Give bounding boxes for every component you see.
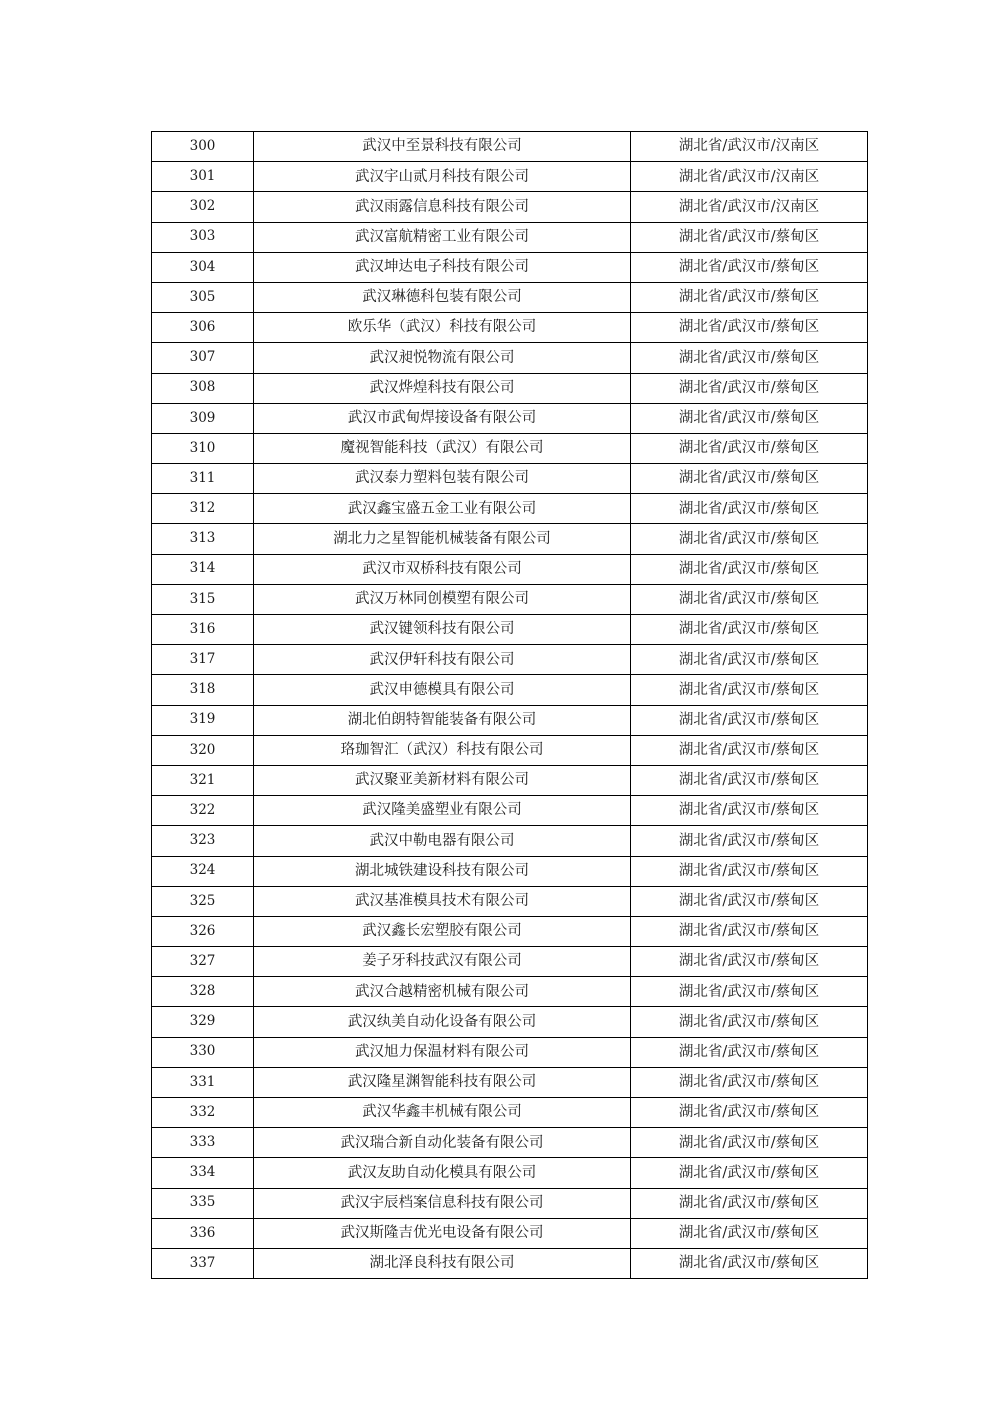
region-cell: 湖北省/武汉市/蔡甸区 bbox=[631, 886, 868, 916]
region-cell: 湖北省/武汉市/蔡甸区 bbox=[631, 1007, 868, 1037]
table-row bbox=[152, 916, 868, 946]
row-number-cell: 337 bbox=[152, 1248, 254, 1278]
table-row bbox=[152, 313, 868, 343]
region-cell: 湖北省/武汉市/汉南区 bbox=[631, 192, 868, 222]
company-name-cell: 武汉斯隆吉优光电设备有限公司 bbox=[254, 1218, 631, 1248]
region-cell: 湖北省/武汉市/蔡甸区 bbox=[631, 494, 868, 524]
table-row bbox=[152, 403, 868, 433]
company-name-cell: 武汉纨美自动化设备有限公司 bbox=[254, 1007, 631, 1037]
row-number-cell: 331 bbox=[152, 1067, 254, 1097]
row-number-cell: 310 bbox=[152, 433, 254, 463]
region-cell: 湖北省/武汉市/蔡甸区 bbox=[631, 796, 868, 826]
region-cell: 湖北省/武汉市/蔡甸区 bbox=[631, 705, 868, 735]
company-name-cell: 武汉中至景科技有限公司 bbox=[254, 132, 631, 162]
table-row bbox=[152, 192, 868, 222]
table-row bbox=[152, 373, 868, 403]
table-row bbox=[152, 1248, 868, 1278]
region-cell: 湖北省/武汉市/汉南区 bbox=[631, 132, 868, 162]
row-number-cell: 312 bbox=[152, 494, 254, 524]
table-row bbox=[152, 222, 868, 252]
region-cell: 湖北省/武汉市/蔡甸区 bbox=[631, 1188, 868, 1218]
company-name-cell: 武汉宇辰档案信息科技有限公司 bbox=[254, 1188, 631, 1218]
company-name-cell: 武汉旭力保温材料有限公司 bbox=[254, 1037, 631, 1067]
table-row bbox=[152, 1007, 868, 1037]
row-number-cell: 318 bbox=[152, 675, 254, 705]
row-number-cell: 308 bbox=[152, 373, 254, 403]
table-row bbox=[152, 1158, 868, 1188]
company-name-cell: 武汉隆美盛塑业有限公司 bbox=[254, 796, 631, 826]
table-row bbox=[152, 524, 868, 554]
table-row bbox=[152, 765, 868, 795]
row-number-cell: 329 bbox=[152, 1007, 254, 1037]
table-row bbox=[152, 1128, 868, 1158]
region-cell: 湖北省/武汉市/蔡甸区 bbox=[631, 1128, 868, 1158]
row-number-cell: 332 bbox=[152, 1098, 254, 1128]
row-number-cell: 336 bbox=[152, 1218, 254, 1248]
table-body bbox=[152, 132, 868, 1279]
table-row bbox=[152, 554, 868, 584]
table-row bbox=[152, 1188, 868, 1218]
row-number-cell: 316 bbox=[152, 615, 254, 645]
table-row bbox=[152, 1037, 868, 1067]
region-cell: 湖北省/武汉市/蔡甸区 bbox=[631, 222, 868, 252]
company-name-cell: 湖北伯朗特智能装备有限公司 bbox=[254, 705, 631, 735]
row-number-cell: 306 bbox=[152, 313, 254, 343]
company-name-cell: 武汉伊轩科技有限公司 bbox=[254, 645, 631, 675]
region-cell: 湖北省/武汉市/蔡甸区 bbox=[631, 856, 868, 886]
row-number-cell: 305 bbox=[152, 282, 254, 312]
company-table bbox=[151, 131, 868, 1279]
row-number-cell: 303 bbox=[152, 222, 254, 252]
table-row bbox=[152, 464, 868, 494]
table-row bbox=[152, 947, 868, 977]
row-number-cell: 301 bbox=[152, 162, 254, 192]
table-row bbox=[152, 675, 868, 705]
row-number-cell: 325 bbox=[152, 886, 254, 916]
region-cell: 湖北省/武汉市/蔡甸区 bbox=[631, 282, 868, 312]
company-name-cell: 武汉雨露信息科技有限公司 bbox=[254, 192, 631, 222]
company-name-cell: 武汉瑞合新自动化装备有限公司 bbox=[254, 1128, 631, 1158]
row-number-cell: 314 bbox=[152, 554, 254, 584]
region-cell: 湖北省/武汉市/蔡甸区 bbox=[631, 735, 868, 765]
region-cell: 湖北省/武汉市/蔡甸区 bbox=[631, 1037, 868, 1067]
company-name-cell: 武汉市武甸焊接设备有限公司 bbox=[254, 403, 631, 433]
region-cell: 湖北省/武汉市/蔡甸区 bbox=[631, 1248, 868, 1278]
row-number-cell: 315 bbox=[152, 584, 254, 614]
table-row bbox=[152, 282, 868, 312]
region-cell: 湖北省/武汉市/汉南区 bbox=[631, 162, 868, 192]
region-cell: 湖北省/武汉市/蔡甸区 bbox=[631, 343, 868, 373]
company-name-cell: 湖北泽良科技有限公司 bbox=[254, 1248, 631, 1278]
company-name-cell: 武汉烨煌科技有限公司 bbox=[254, 373, 631, 403]
row-number-cell: 326 bbox=[152, 916, 254, 946]
table-row bbox=[152, 252, 868, 282]
region-cell: 湖北省/武汉市/蔡甸区 bbox=[631, 645, 868, 675]
region-cell: 湖北省/武汉市/蔡甸区 bbox=[631, 433, 868, 463]
region-cell: 湖北省/武汉市/蔡甸区 bbox=[631, 464, 868, 494]
table-row bbox=[152, 1067, 868, 1097]
table-row bbox=[152, 1218, 868, 1248]
company-name-cell: 武汉申德模具有限公司 bbox=[254, 675, 631, 705]
company-name-cell: 武汉华鑫丰机械有限公司 bbox=[254, 1098, 631, 1128]
company-name-cell: 武汉基准模具技术有限公司 bbox=[254, 886, 631, 916]
region-cell: 湖北省/武汉市/蔡甸区 bbox=[631, 252, 868, 282]
row-number-cell: 307 bbox=[152, 343, 254, 373]
region-cell: 湖北省/武汉市/蔡甸区 bbox=[631, 524, 868, 554]
region-cell: 湖北省/武汉市/蔡甸区 bbox=[631, 313, 868, 343]
row-number-cell: 335 bbox=[152, 1188, 254, 1218]
region-cell: 湖北省/武汉市/蔡甸区 bbox=[631, 554, 868, 584]
region-cell: 湖北省/武汉市/蔡甸区 bbox=[631, 947, 868, 977]
company-name-cell: 武汉宇山贰月科技有限公司 bbox=[254, 162, 631, 192]
row-number-cell: 311 bbox=[152, 464, 254, 494]
table-row bbox=[152, 856, 868, 886]
company-name-cell: 武汉鑫宝盛五金工业有限公司 bbox=[254, 494, 631, 524]
company-name-cell: 武汉泰力塑料包装有限公司 bbox=[254, 464, 631, 494]
row-number-cell: 319 bbox=[152, 705, 254, 735]
table-row bbox=[152, 705, 868, 735]
company-name-cell: 武汉友助自动化模具有限公司 bbox=[254, 1158, 631, 1188]
table-row bbox=[152, 826, 868, 856]
region-cell: 湖北省/武汉市/蔡甸区 bbox=[631, 584, 868, 614]
row-number-cell: 320 bbox=[152, 735, 254, 765]
company-name-cell: 欧乐华（武汉）科技有限公司 bbox=[254, 313, 631, 343]
row-number-cell: 334 bbox=[152, 1158, 254, 1188]
company-name-cell: 武汉键领科技有限公司 bbox=[254, 615, 631, 645]
company-name-cell: 湖北城铁建设科技有限公司 bbox=[254, 856, 631, 886]
region-cell: 湖北省/武汉市/蔡甸区 bbox=[631, 675, 868, 705]
company-name-cell: 武汉坤达电子科技有限公司 bbox=[254, 252, 631, 282]
region-cell: 湖北省/武汉市/蔡甸区 bbox=[631, 615, 868, 645]
row-number-cell: 330 bbox=[152, 1037, 254, 1067]
region-cell: 湖北省/武汉市/蔡甸区 bbox=[631, 977, 868, 1007]
row-number-cell: 328 bbox=[152, 977, 254, 1007]
table-row bbox=[152, 343, 868, 373]
row-number-cell: 300 bbox=[152, 132, 254, 162]
table-row bbox=[152, 645, 868, 675]
company-name-cell: 武汉昶悦物流有限公司 bbox=[254, 343, 631, 373]
table-row bbox=[152, 584, 868, 614]
company-name-cell: 姜子牙科技武汉有限公司 bbox=[254, 947, 631, 977]
company-name-cell: 武汉隆星渊智能科技有限公司 bbox=[254, 1067, 631, 1097]
region-cell: 湖北省/武汉市/蔡甸区 bbox=[631, 765, 868, 795]
table-row bbox=[152, 1098, 868, 1128]
company-name-cell: 武汉市双桥科技有限公司 bbox=[254, 554, 631, 584]
table-row bbox=[152, 162, 868, 192]
company-name-cell: 珞珈智汇（武汉）科技有限公司 bbox=[254, 735, 631, 765]
region-cell: 湖北省/武汉市/蔡甸区 bbox=[631, 826, 868, 856]
table-row bbox=[152, 886, 868, 916]
row-number-cell: 321 bbox=[152, 765, 254, 795]
region-cell: 湖北省/武汉市/蔡甸区 bbox=[631, 1218, 868, 1248]
company-name-cell: 武汉琳德科包装有限公司 bbox=[254, 282, 631, 312]
company-name-cell: 武汉中勒电器有限公司 bbox=[254, 826, 631, 856]
company-name-cell: 武汉聚亚美新材料有限公司 bbox=[254, 765, 631, 795]
table-row bbox=[152, 494, 868, 524]
row-number-cell: 324 bbox=[152, 856, 254, 886]
row-number-cell: 323 bbox=[152, 826, 254, 856]
row-number-cell: 333 bbox=[152, 1128, 254, 1158]
table-row bbox=[152, 735, 868, 765]
region-cell: 湖北省/武汉市/蔡甸区 bbox=[631, 1098, 868, 1128]
table-row bbox=[152, 132, 868, 162]
company-name-cell: 武汉合越精密机械有限公司 bbox=[254, 977, 631, 1007]
row-number-cell: 304 bbox=[152, 252, 254, 282]
company-name-cell: 湖北力之星智能机械装备有限公司 bbox=[254, 524, 631, 554]
table-row bbox=[152, 433, 868, 463]
row-number-cell: 317 bbox=[152, 645, 254, 675]
company-name-cell: 魔视智能科技（武汉）有限公司 bbox=[254, 433, 631, 463]
region-cell: 湖北省/武汉市/蔡甸区 bbox=[631, 1158, 868, 1188]
region-cell: 湖北省/武汉市/蔡甸区 bbox=[631, 403, 868, 433]
table-row bbox=[152, 796, 868, 826]
company-name-cell: 武汉富航精密工业有限公司 bbox=[254, 222, 631, 252]
row-number-cell: 313 bbox=[152, 524, 254, 554]
region-cell: 湖北省/武汉市/蔡甸区 bbox=[631, 373, 868, 403]
row-number-cell: 309 bbox=[152, 403, 254, 433]
table-row bbox=[152, 615, 868, 645]
company-name-cell: 武汉万林同创模塑有限公司 bbox=[254, 584, 631, 614]
region-cell: 湖北省/武汉市/蔡甸区 bbox=[631, 916, 868, 946]
region-cell: 湖北省/武汉市/蔡甸区 bbox=[631, 1067, 868, 1097]
row-number-cell: 322 bbox=[152, 796, 254, 826]
row-number-cell: 302 bbox=[152, 192, 254, 222]
company-name-cell: 武汉鑫长宏塑胶有限公司 bbox=[254, 916, 631, 946]
row-number-cell: 327 bbox=[152, 947, 254, 977]
table-row bbox=[152, 977, 868, 1007]
